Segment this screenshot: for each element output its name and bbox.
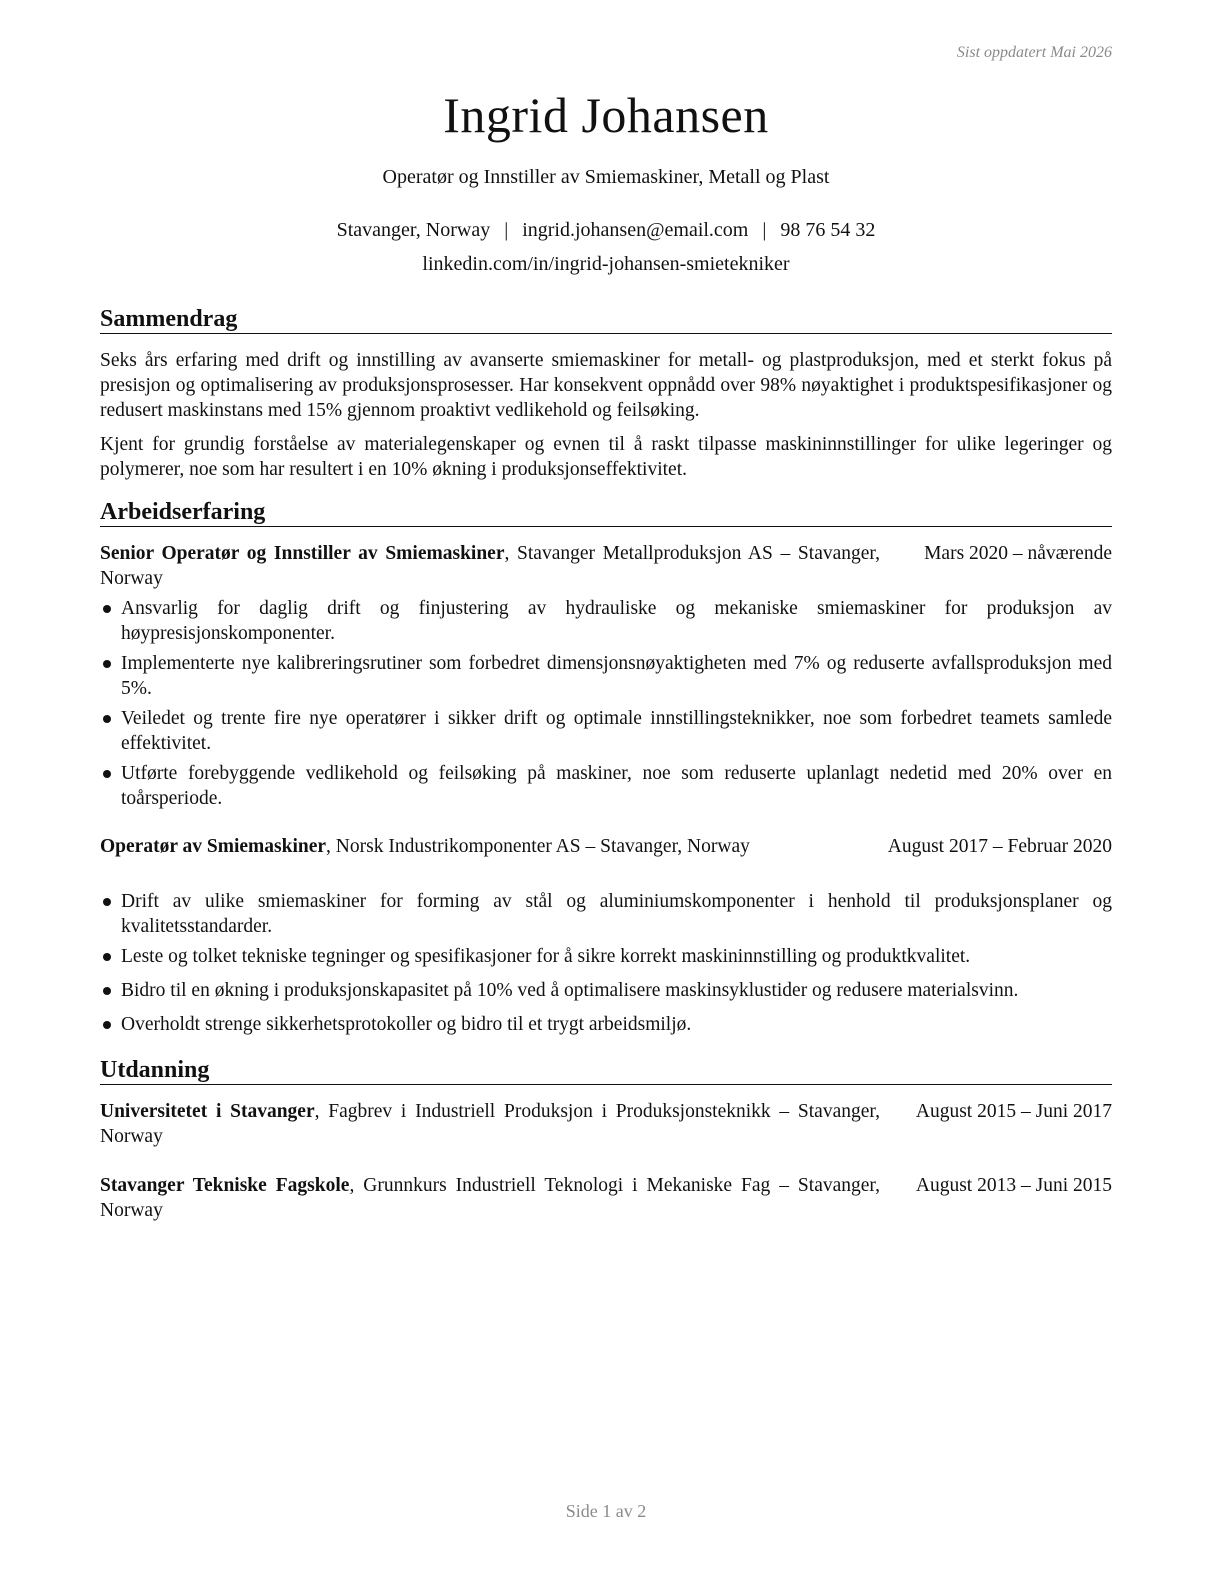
job-role: Operatør av Smiemaskiner bbox=[100, 836, 327, 857]
separator: | bbox=[504, 219, 509, 241]
school-name: Universitetet i Stavanger bbox=[100, 1101, 315, 1122]
job-dates: Mars 2020 – nåværende bbox=[924, 543, 1112, 564]
bullet-icon bbox=[103, 770, 111, 778]
list-item: Leste og tolket tekniske tegninger og spesifikasjoner for å sikre korrekt maskininnstilling og produktkvalitet. bbox=[100, 944, 1112, 969]
education-dates: August 2013 – Juni 2015 bbox=[915, 1175, 1112, 1196]
bullet-icon bbox=[103, 898, 111, 906]
bullet-icon bbox=[103, 660, 111, 668]
job-title: Operatør og Innstiller av Smiemaskiner, Metall og Plast bbox=[382, 166, 830, 188]
list-item: Bidro til en økning i produksjonskapasitet på 10% ved å optimalisere maskinsyklustider og redusere materialsvinn. bbox=[100, 978, 1112, 1003]
resume-page bbox=[100, 0, 1112, 1584]
summary-paragraph-2: Kjent for grundig forståelse av materialegenskaper og evnen til å raskt tilpasse maskininnstillinger for ulike legeringer og polymerer, noe som har resultert i en 10% økning i produksjonseffektivitet. bbox=[100, 434, 1112, 480]
bullet-icon bbox=[103, 605, 111, 613]
job-2-bullets bbox=[100, 889, 1112, 1042]
school-name: Stavanger Tekniske Fagskole bbox=[100, 1175, 350, 1196]
job-employer: , Norsk Industrikomponenter AS – Stavanger, Norway bbox=[326, 836, 750, 857]
education-dates: August 2015 – Juni 2017 bbox=[915, 1101, 1112, 1122]
bullet-icon bbox=[103, 715, 111, 723]
program: , Grunnkurs Industriell Teknologi i Mekaniske Fag – Stavanger, Norway bbox=[100, 1175, 880, 1221]
bullet-icon bbox=[103, 953, 111, 961]
last-updated: Sist oppdatert Mai 2026 bbox=[956, 44, 1112, 61]
candidate-name: Ingrid Johansen bbox=[443, 87, 769, 143]
list-item: Ansvarlig for daglig drift og finjustering av hydrauliske og mekaniske smiemaskiner for produksjon av høypresisjonskomponenter. bbox=[100, 596, 1112, 646]
list-item: Utførte forebyggende vedlikehold og feilsøking på maskiner, noe som reduserte uplanlagt nedetid med 20% over en toårsperiode. bbox=[100, 761, 1112, 811]
program: , Fagbrev i Industriell Produksjon i Produksjonsteknikk – Stavanger, Norway bbox=[100, 1101, 880, 1147]
section-title-summary: Sammendrag bbox=[100, 305, 1112, 334]
bullet-icon bbox=[103, 987, 111, 995]
job-employer: , Stavanger Metallproduksjon AS – Stavanger, Norway bbox=[100, 543, 880, 589]
linkedin-link[interactable]: linkedin.com/in/ingrid-johansen-smietekniker bbox=[422, 253, 790, 275]
list-item: Overholdt strenge sikkerhetsprotokoller og bidro til et trygt arbeidsmiljø. bbox=[100, 1012, 1112, 1037]
list-item: Veiledet og trente fire nye operatører i sikker drift og optimale innstillingsteknikker, noe som forbedret teamets samlede effektivitet. bbox=[100, 706, 1112, 756]
job-role: Senior Operatør og Innstiller av Smiemaskiner bbox=[100, 543, 505, 564]
summary-paragraph-1: Seks års erfaring med drift og innstilling av avanserte smiemaskiner for metall- og plastproduksjon, med et sterkt fokus på presisjon og optimalisering av produksjonsprosesser. Har konsekvent oppnådd over 98% nøyaktighet i produktspesifikasjoner og redusert maskinstans med 15% gjennom proaktivt vedlikehold og feilsøking. bbox=[100, 350, 1112, 421]
job-dates: August 2017 – Februar 2020 bbox=[887, 836, 1112, 857]
page-number: Side 1 av 2 bbox=[565, 1501, 647, 1521]
contact-line bbox=[100, 219, 1112, 242]
section-title-education: Utdanning bbox=[100, 1056, 1112, 1085]
separator: | bbox=[762, 219, 767, 241]
email-link[interactable]: ingrid.johansen@email.com bbox=[522, 219, 749, 241]
list-item: Implementerte nye kalibreringsrutiner som forbedret dimensjonsnøyaktigheten med 7% og reduserte avfallsproduksjon med 5%. bbox=[100, 651, 1112, 701]
bullet-icon bbox=[103, 1021, 111, 1029]
location: Stavanger, Norway bbox=[336, 219, 491, 241]
list-item: Drift av ulike smiemaskiner for forming av stål og aluminiumskomponenter i henhold til produksjonsplaner og kvalitetsstandarder. bbox=[100, 889, 1112, 939]
section-title-experience: Arbeidserfaring bbox=[100, 498, 1112, 527]
phone: 98 76 54 32 bbox=[780, 219, 876, 241]
job-1-bullets bbox=[100, 596, 1112, 816]
